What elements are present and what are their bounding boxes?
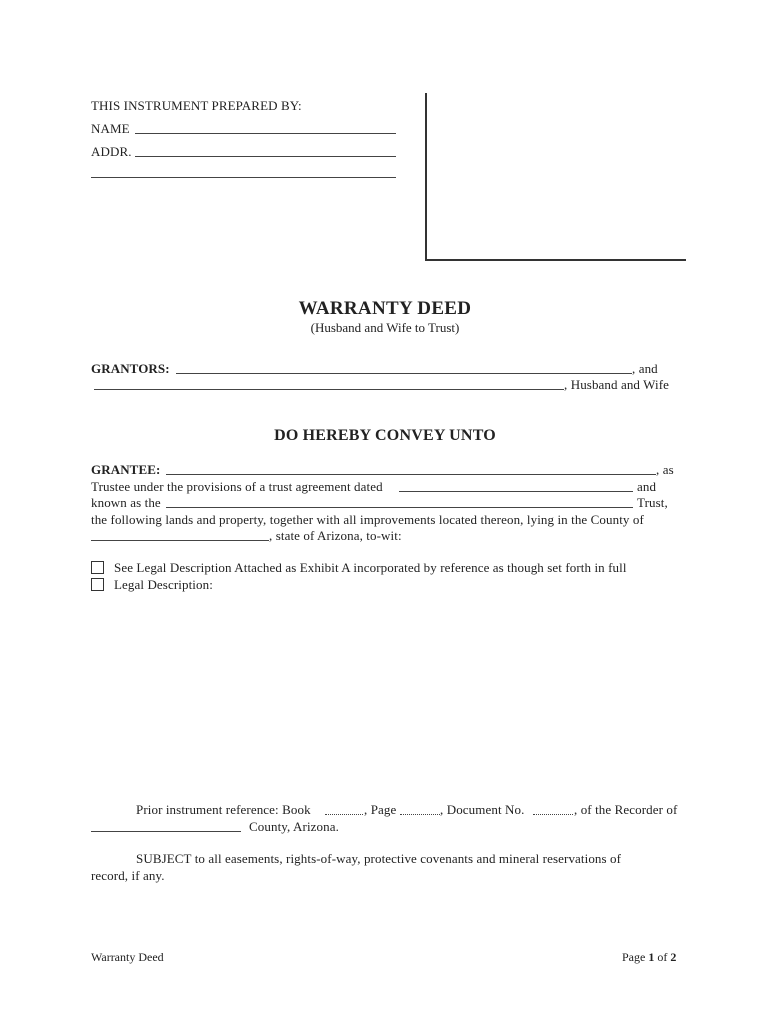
subject-text-line2: record, if any. (91, 868, 165, 883)
exhibit-a-label: See Legal Description Attached as Exhibit A incorporated by reference as though set forth in full (114, 560, 627, 575)
footer-page-number (622, 950, 676, 965)
document-no-field[interactable] (533, 802, 573, 815)
grantors-husband-wife: , Husband and Wife (564, 377, 670, 392)
trust-suffix: Trust, (637, 495, 668, 510)
grantee-name-field[interactable] (166, 462, 656, 475)
recorder-text: , of the Recorder of (574, 802, 678, 817)
name-field[interactable] (135, 133, 396, 134)
grantors-label: GRANTORS: (91, 361, 170, 376)
legal-description-checkbox[interactable] (91, 578, 104, 591)
page-of: of (654, 950, 671, 964)
exhibit-a-checkbox[interactable] (91, 561, 104, 574)
prior-instrument-text: Prior instrument reference: Book (136, 802, 311, 817)
grantors-and: , and (632, 361, 658, 376)
subject-text-line1: SUBJECT to all easements, rights-of-way, protective covenants and mineral reservations of (136, 851, 622, 866)
prepared-by-heading: THIS INSTRUMENT PREPARED BY: (91, 98, 302, 113)
trust-date-field[interactable] (399, 479, 633, 492)
recording-box-bottom-border (425, 259, 686, 261)
known-as-text: known as the (91, 495, 161, 510)
page-total: 2 (670, 950, 677, 964)
trustee-and: and (637, 479, 657, 494)
page-current: 1 (648, 950, 655, 964)
grantee-label: GRANTEE: (91, 462, 161, 477)
page-prefix: Page (622, 950, 649, 964)
state-arizona-text: , state of Arizona, to-wit: (269, 528, 402, 543)
document-subtitle: (Husband and Wife to Trust) (310, 320, 460, 335)
convey-heading: DO HEREBY CONVEY UNTO (274, 427, 496, 444)
grantee-as: , as (656, 462, 674, 477)
recorder-county-field[interactable] (91, 819, 241, 832)
page-label: , Page (364, 802, 397, 817)
county-arizona-text: County, Arizona. (249, 819, 339, 834)
recording-box-left-border (425, 93, 427, 261)
page-field[interactable] (400, 802, 440, 815)
grantor-name-field-1[interactable] (176, 361, 632, 374)
grantor-name-field-2[interactable] (94, 377, 564, 390)
address-field-line1[interactable] (135, 156, 396, 157)
addr-label: ADDR. (91, 144, 132, 159)
trust-name-field[interactable] (166, 495, 633, 508)
book-field[interactable] (325, 802, 363, 815)
document-no-label: , Document No. (440, 802, 525, 817)
address-field-line2[interactable] (91, 177, 396, 178)
legal-description-label: Legal Description: (114, 577, 213, 592)
footer-doc-name: Warranty Deed (91, 950, 164, 964)
county-field[interactable] (91, 528, 269, 541)
trustee-text: Trustee under the provisions of a trust agreement dated (91, 479, 383, 494)
lands-property-text: the following lands and property, together with all improvements located thereon, lying in the County of (91, 512, 644, 527)
name-label: NAME (91, 121, 130, 136)
document-title: WARRANTY DEED (298, 298, 472, 319)
